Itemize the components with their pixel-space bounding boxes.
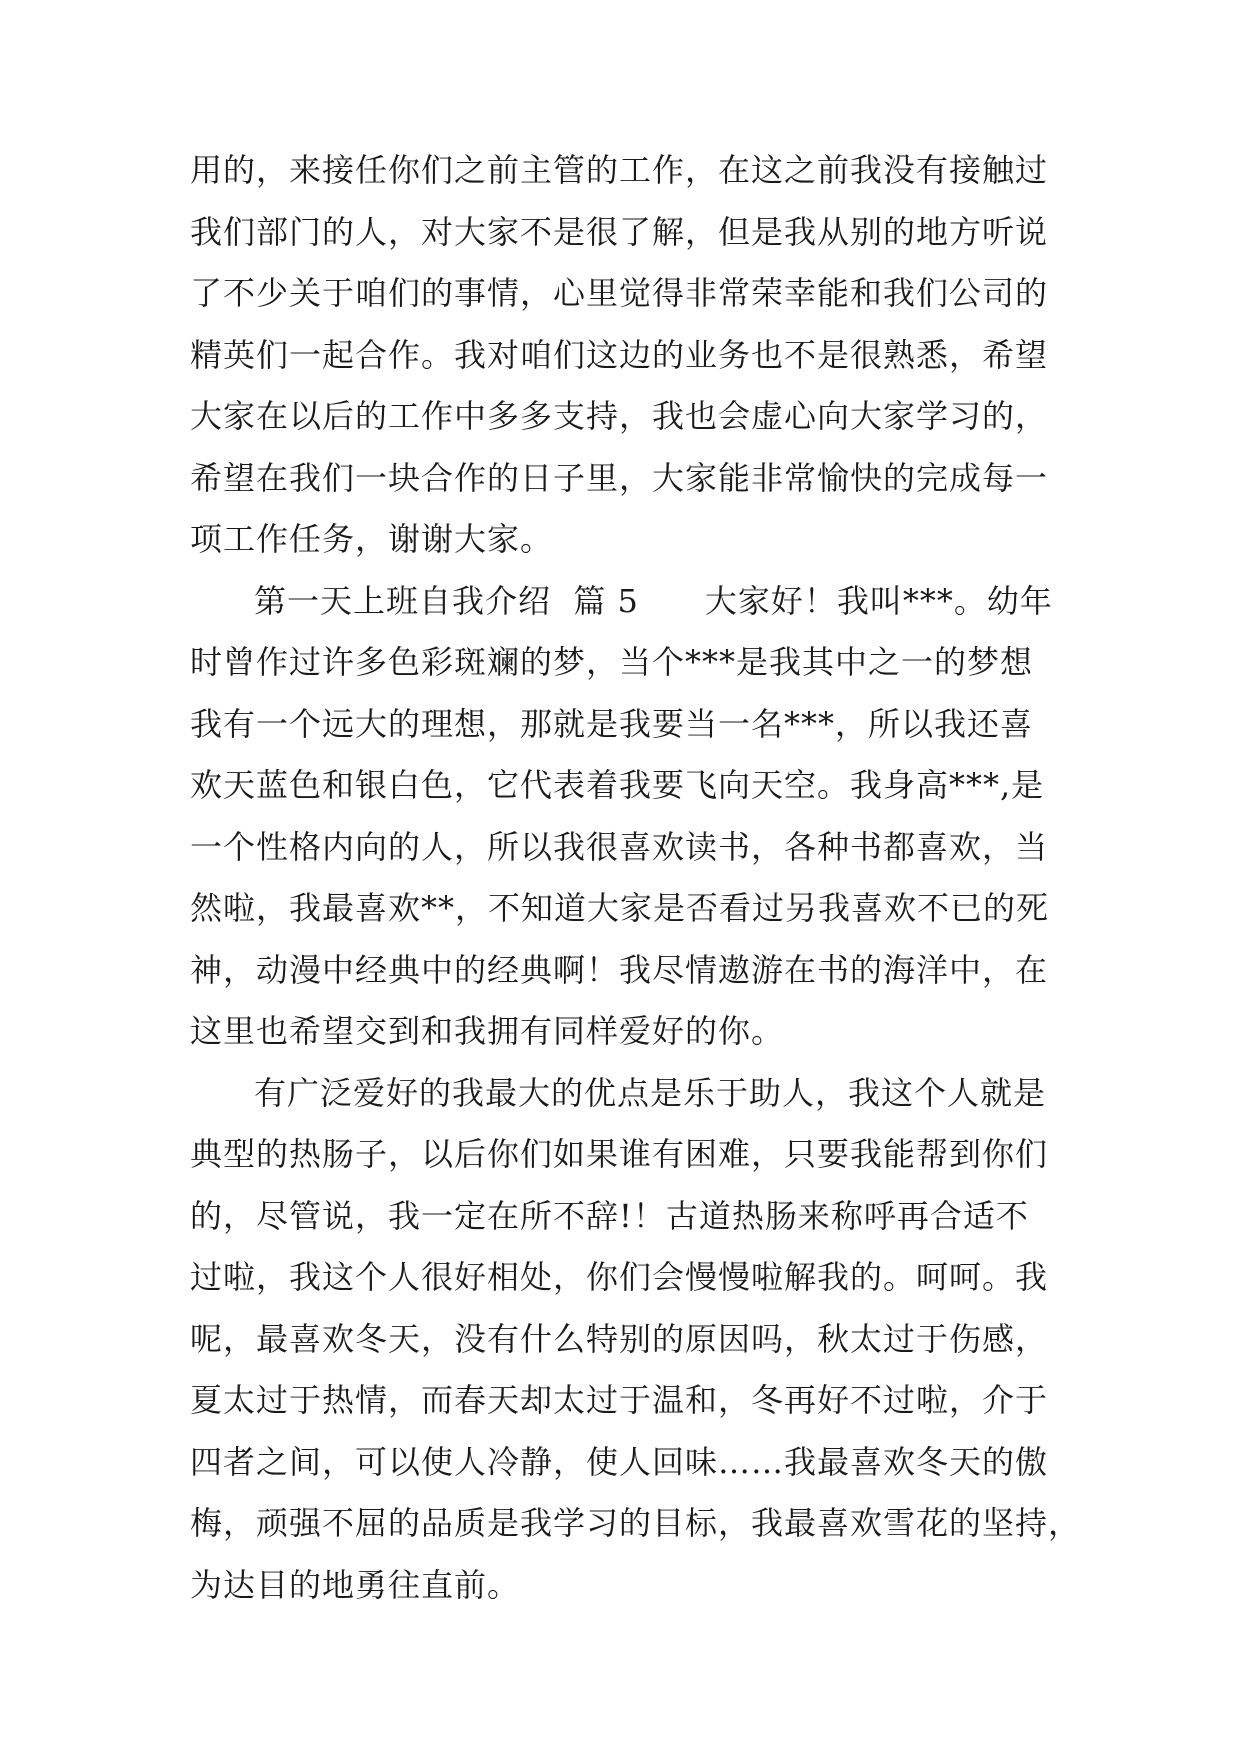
text-line: 用的，来接任你们之前主管的工作，在这之前我没有接触过 bbox=[190, 151, 1049, 189]
text-line: 这里也希望交到和我拥有同样爱好的你。 bbox=[190, 1012, 785, 1050]
text-line: 一个性格内向的人，所以我很喜欢读书，各种书都喜欢，当 bbox=[190, 827, 1049, 866]
text-line: 呢，最喜欢冬天，没有什么特别的原因吗，秋太过于伤感， bbox=[190, 1319, 1049, 1358]
text-line: 有广泛爱好的我最大的优点是乐于助人，我这个人就是 bbox=[254, 1073, 1047, 1112]
text-line: 时曾作过许多色彩斑斓的梦，当个***是我其中之一的梦想 bbox=[190, 643, 1034, 681]
text-line: 我有一个远大的理想，那就是我要当一名***，所以我还喜 bbox=[190, 704, 1034, 743]
heading-line bbox=[190, 571, 1070, 633]
text-line: 梅，顽强不屈的品质是我学习的目标，我最喜欢雪花的坚持， bbox=[190, 1504, 1082, 1542]
text-line: 夏太过于热情，而春天却太过于温和，冬再好不过啦，介于 bbox=[190, 1381, 1049, 1419]
text-line: 然啦，我最喜欢**，不知道大家是否看过另我喜欢不已的死 bbox=[190, 889, 1050, 927]
text-line: 项工作任务，谢谢大家。 bbox=[190, 520, 554, 558]
section-heading: 第一天上班自我介绍 篇 5 bbox=[254, 581, 639, 620]
text-line: 大家在以后的工作中多多支持，我也会虚心向大家学习的， bbox=[190, 397, 1049, 435]
text-line: 希望在我们一块合作的日子里，大家能非常愉快的完成每一 bbox=[190, 458, 1049, 497]
text-line: 四者之间，可以使人冷静，使人回味……我最喜欢冬天的傲 bbox=[190, 1442, 1049, 1481]
text-line: 欢天蓝色和银白色，它代表着我要飞向天空。我身高***,是 bbox=[190, 766, 1045, 804]
text-line: 精英们一起合作。我对咱们这边的业务也不是很熟悉，希望 bbox=[190, 335, 1049, 374]
text-line: 过啦，我这个人很好相处，你们会慢慢啦解我的。呵呵。我 bbox=[190, 1258, 1049, 1296]
text-line: 为达目的地勇往直前。 bbox=[190, 1565, 521, 1604]
paragraph-start: 大家好！我叫***。幼年 bbox=[704, 581, 1053, 620]
text-line: 了不少关于咱们的事情，心里觉得非常荣幸能和我们公司的 bbox=[190, 274, 1049, 312]
text-line: 神，动漫中经典中的经典啊！我尽情遨游在书的海洋中，在 bbox=[190, 950, 1049, 989]
text-line: 的，尽管说，我一定在所不辞!！古道热肠来称呼再合适不 bbox=[190, 1196, 1029, 1235]
text-line: 典型的热肠子，以后你们如果谁有困难，只要我能帮到你们 bbox=[190, 1135, 1049, 1173]
document-body bbox=[190, 140, 1082, 1616]
text-line: 我们部门的人，对大家不是很了解，但是我从别的地方听说 bbox=[190, 212, 1049, 251]
